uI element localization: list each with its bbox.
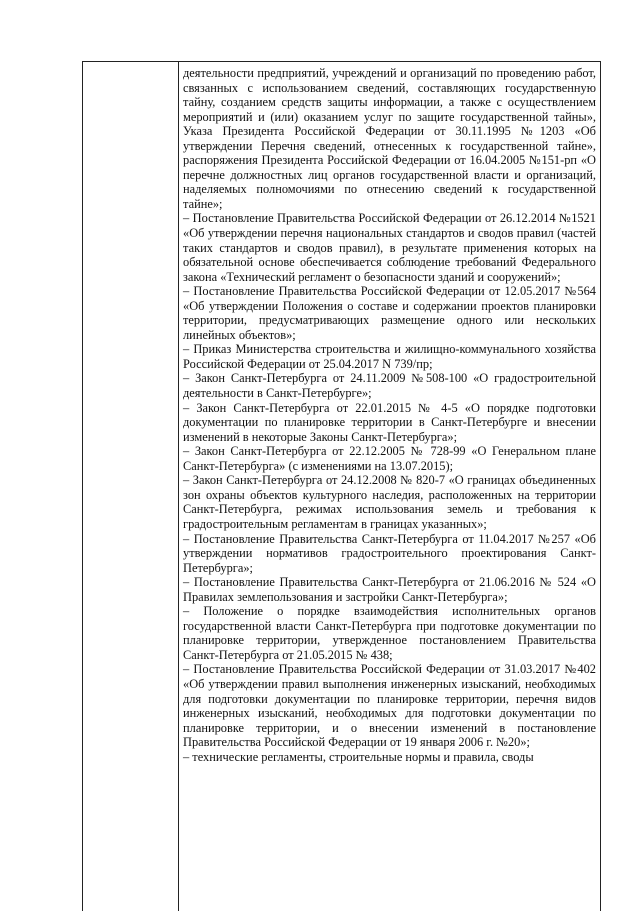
paragraph-gov-decree-1521: – Постановление Правительства Российской Федерации от 26.12.2014 №1521 «Об утверждении перечня национальных стандартов и сводов правил (частей таких стандартов и сводов правил), в результате применения которых на обязательной основе обеспечивается соблюдение требований Федерального закона «Технический регламент о безопасности зданий и сооружений»; [183,211,596,284]
table-left-column [83,62,179,911]
paragraph-spb-law-728: – Закон Санкт-Петербурга от 22.12.2005 № 728-99 «О Генеральном плане Санкт-Петербурга» (с изменениями на 13.07.2015); [183,444,596,473]
paragraph-gov-decree-402: – Постановление Правительства Российской Федерации от 31.03.2017 №402 «Об утверждении правил выполнения инженерных изысканий, необходимых для подготовки документации по планировке территории, перечня видов инженерных изысканий, необходимых для подготовки документации по планировке территории, и о внесении изменений в постановление Правительства Российской Федерации от 19 января 2006 г. №20»; [183,662,596,750]
paragraph-spb-law-508: – Закон Санкт-Петербурга от 24.11.2009 №508-100 «О градостроительной деятельности в Санкт-Петербурге»; [183,371,596,401]
document-table [82,61,601,911]
paragraph-spb-law-820: – Закон Санкт-Петербурга от 24.12.2008 № 820-7 «О границах объединенных зон охраны объектов культурного наследия, расположенных на территории Санкт-Петербурга, режимах использования земель и требования к градостроительным регламентам в границах указанных»; [183,473,596,531]
paragraph-gov-decree-564: – Постановление Правительства Российской Федерации от 12.05.2017 №564 «Об утверждении Положения о составе и содержании проектов планировки территории, предусматривающих размещение одного или нескольких линейных объектов»; [183,284,596,342]
table-text-column [183,66,596,764]
paragraph-ministry-order-739: – Приказ Министерства строительства и жилищно-коммунального хозяйства Российской Федерации от 25.04.2017 N 739/пр; [183,342,596,371]
paragraph-spb-decree-257: – Постановление Правительства Санкт-Петербурга от 11.04.2017 №257 «Об утверждении нормативов градостроительного проектирования Санкт-Петербурга»; [183,531,596,575]
paragraph-technical-regulations: – технические регламенты, строительные нормы и правила, своды [183,749,534,764]
paragraph-state-secret-activity: деятельности предприятий, учреждений и организаций по проведению работ, связанных с использованием сведений, составляющих государственную тайну, созданием средств защиты информации, а также с осуществлением мероприятий и (или) оказанием услуг по защите государственной тайны», Указа Президента Российской Федерации от 30.11.1995 №1203 «Об утверждении Перечня сведений, отнесенных к государственной тайне», распоряжения Президента Российской Федерации от 16.04.2005 №151-рп «О перечне должностных лиц органов государственной власти и организаций, наделяемых полномочиями по отнесению сведений к государственной тайне»; [183,66,596,211]
paragraph-spb-law-4-5: – Закон Санкт-Петербурга от 22.01.2015 № 4-5 «О порядке подготовки документации по планировке территории в Санкт-Петербурге и внесении изменений в некоторые Законы Санкт-Петербурга»; [183,400,596,444]
paragraph-interaction-regulation-438: – Положение о порядке взаимодействия исполнительных органов государственной власти Санкт-Петербурга при подготовке документации по планировке территории, утвержденное постановлением Правительства Санкт-Петербурга от 21.05.2015 № 438; [183,604,596,662]
paragraph-spb-decree-524: – Постановление Правительства Санкт-Петербурга от 21.06.2016 № 524 «О Правилах землепользования и застройки Санкт-Петербурга»; [183,575,596,604]
